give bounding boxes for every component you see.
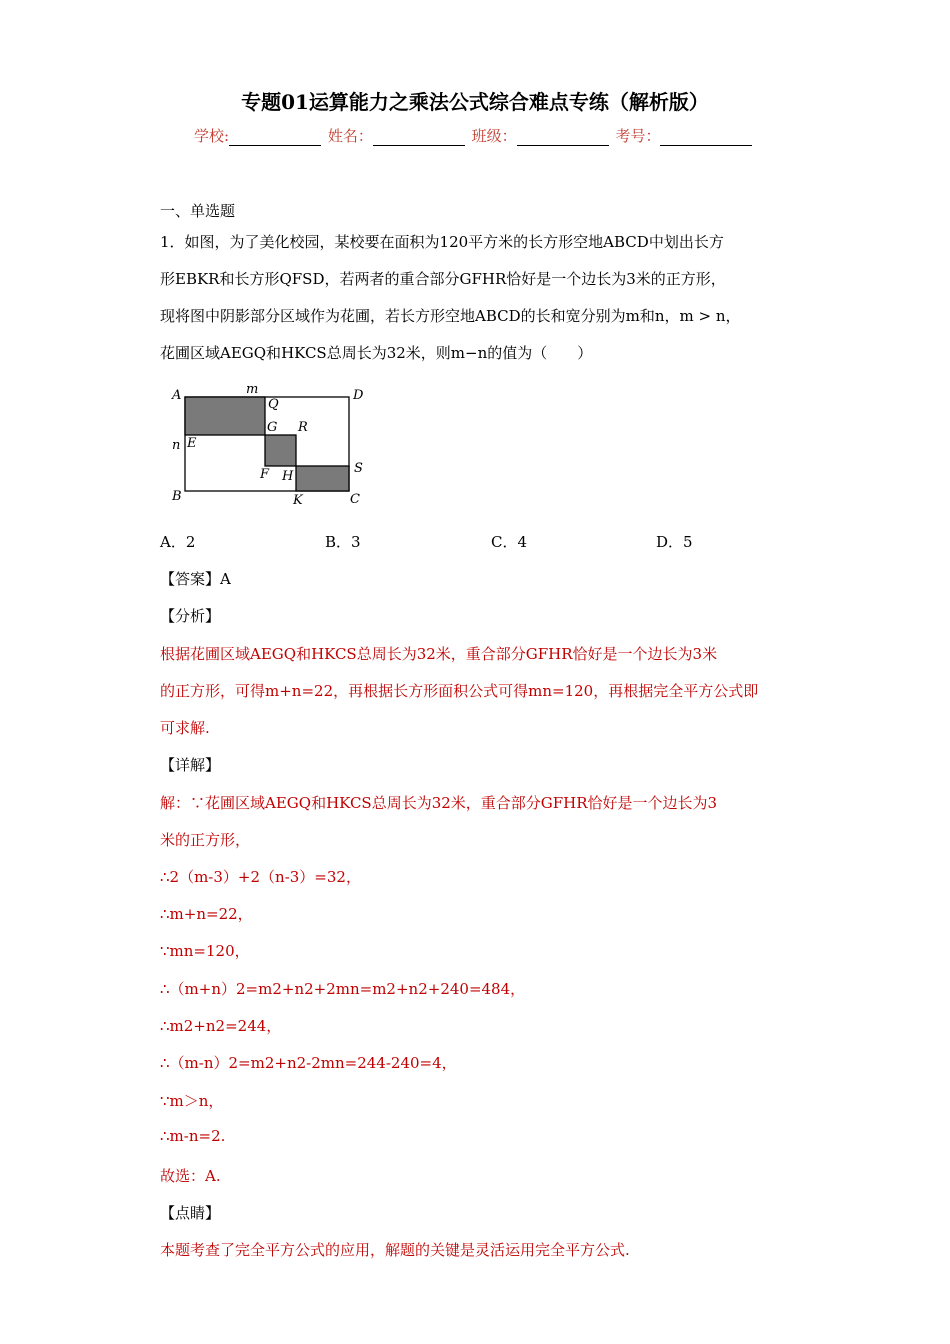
class-blank[interactable] (517, 129, 609, 146)
option-a[interactable]: A．2 (160, 533, 196, 551)
detail-line: ∴m+n=22， (160, 905, 253, 923)
page-title: 专题01运算能力之乘法公式综合难点专练（解析版） (241, 90, 709, 114)
label-C: C (350, 492, 360, 507)
geometry-figure (158, 378, 378, 508)
comment-text: 本题考查了完全平方公式的应用，解题的关键是灵活运用完全平方公式. (160, 1241, 630, 1259)
school-blank[interactable] (229, 129, 321, 146)
label-K: K (293, 493, 303, 508)
question-line: 现将图中阴影部分区域作为花圃，若长方形空地ABCD的长和宽分别为m和n，m > n， (160, 307, 741, 325)
analysis-label: 【分析】 (160, 607, 221, 625)
question-line: 1．如图，为了美化校园，某校要在面积为120平方米的长方形空地ABCD中划出长方 (160, 233, 724, 251)
label-D: D (353, 388, 364, 403)
school-label: 学校: (194, 127, 230, 145)
option-b[interactable]: B．3 (325, 533, 361, 551)
label-A: A (172, 388, 182, 403)
question-line: 花圃区域AEGQ和HKCS总周长为32米，则m−n的值为（ ） (160, 344, 593, 362)
detail-line: ∴m-n=2. (160, 1127, 226, 1145)
label-n: n (172, 438, 181, 453)
detail-label: 【详解】 (160, 756, 221, 774)
detail-line: ∵m＞n， (160, 1092, 224, 1110)
class-label: 班级： (471, 127, 517, 145)
detail-line: ∴（m-n）2=m2+n2-2mn=244-240=4， (160, 1054, 457, 1072)
analysis-line: 的正方形，可得m+n=22，再根据长方形面积公式可得mn=120，再根据完全平方公式即 (160, 682, 759, 700)
shaded-aegq (185, 397, 265, 435)
label-Q: Q (268, 397, 279, 412)
option-d[interactable]: D．5 (656, 533, 693, 551)
name-label: 姓名： (327, 127, 373, 145)
label-S: S (354, 461, 363, 476)
detail-line: ∴2（m-3）+2（n-3）=32， (160, 868, 361, 886)
label-F: F (260, 467, 270, 482)
label-G: G (267, 420, 278, 435)
label-B: B (172, 489, 182, 504)
detail-line: ∵mn=120， (160, 942, 250, 960)
number-blank[interactable] (660, 129, 752, 146)
analysis-line: 可求解. (160, 719, 210, 737)
detail-line: ∴m2+n2=244， (160, 1017, 282, 1035)
detail-line: 米的正方形， (160, 831, 251, 849)
comment-label: 【点睛】 (160, 1204, 221, 1222)
number-label: 考号： (615, 127, 661, 145)
answer-label: 【答案】A (160, 570, 231, 588)
student-info (194, 125, 754, 146)
label-m: m (246, 382, 259, 397)
shaded-hkcs (296, 466, 349, 491)
name-blank[interactable] (373, 129, 465, 146)
question-line: 形EBKR和长方形QFSD，若两者的重合部分GFHR恰好是一个边长为3米的正方形， (160, 270, 726, 288)
detail-line: ∴（m+n）2=m2+n2+2mn=m2+n2+240=484， (160, 980, 526, 998)
shaded-gfhr (265, 435, 296, 466)
label-R: R (298, 420, 308, 435)
detail-line: 故选：A. (160, 1167, 221, 1185)
detail-line: 解：∵花圃区域AEGQ和HKCS总周长为32米，重合部分GFHR恰好是一个边长为3 (160, 794, 718, 812)
section-heading: 一、单选题 (160, 202, 236, 220)
label-E: E (187, 436, 197, 451)
label-H: H (282, 469, 294, 484)
analysis-line: 根据花圃区域AEGQ和HKCS总周长为32米，重合部分GFHR恰好是一个边长为3米 (160, 645, 718, 663)
option-c[interactable]: C．4 (491, 533, 528, 551)
